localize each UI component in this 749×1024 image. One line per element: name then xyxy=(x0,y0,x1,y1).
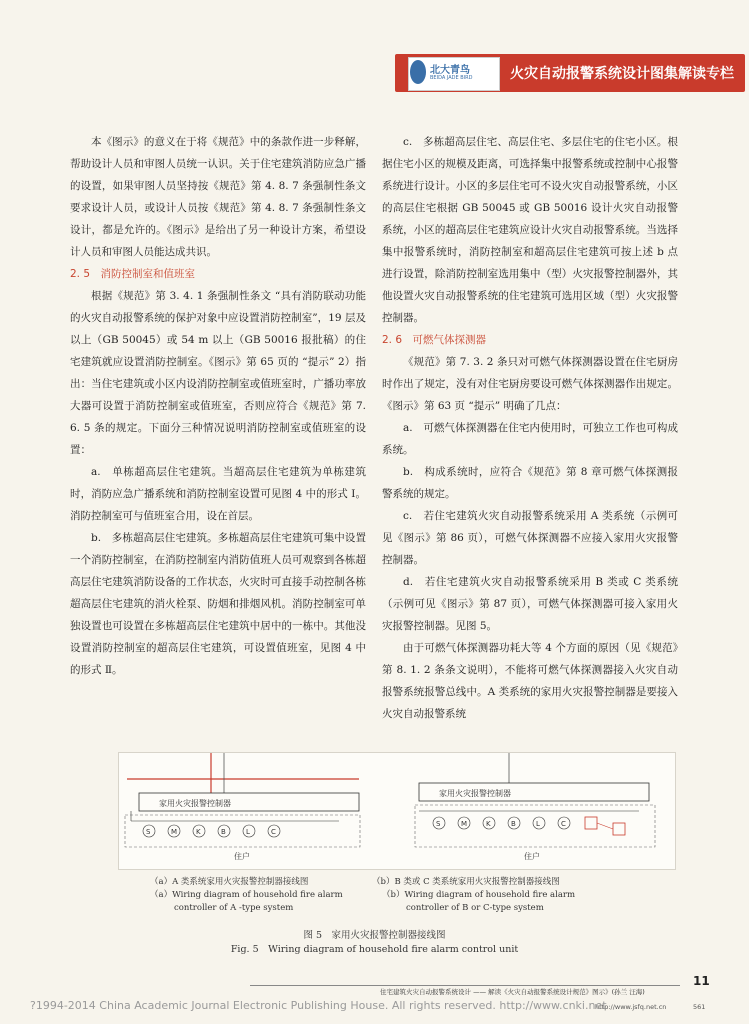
logo-text: 北大青鸟 xyxy=(430,65,470,76)
caption-b: （b）B 类或 C 类系统家用火灾报警控制器接线图 （b）Wiring diagram of household fire alarm controller of B or C-type system xyxy=(372,877,576,913)
household-label: 住户 xyxy=(524,852,540,861)
paragraph: b. 多栋超高层住宅建筑。多栋超高层住宅建筑可集中设置一个消防控制室，在消防控制室内消防值班人员可观察到各栋超高层住宅建筑消防设备的工作状态，火灾时可直接手动控制各栋超高层住宅建筑的消火栓泵、防烟和排烟风机。消防控制室可单独设置也可设置在多栋超高层住宅建筑中居中的一栋中。其他没设置消防控制室的超高层住宅建筑，可设置值班室，见图 4 中的形式 Ⅱ。 xyxy=(70,532,366,676)
svg-text:L: L xyxy=(246,828,250,836)
wiring-diagram xyxy=(119,753,675,869)
diagram-a xyxy=(125,753,360,861)
paragraph: 《规范》第 7. 3. 2 条只对可燃气体探测器设置在住宅厨房时作出了规定，没有对住宅厨房要设可燃气体探测器作出规定。《图示》第 63 页 “提示” 明确了几点： xyxy=(382,356,678,412)
footer-divider xyxy=(250,985,680,986)
svg-text:L: L xyxy=(536,820,540,828)
svg-text:S: S xyxy=(146,828,151,836)
svg-text:B: B xyxy=(221,828,226,836)
svg-text:K: K xyxy=(196,828,201,836)
caption-a: （a）A 类系统家用火灾报警控制器接线图 （a）Wiring diagram of household fire alarm controller of A -type system xyxy=(150,877,343,913)
section-heading: 2. 6 可燃气体探测器 xyxy=(382,334,487,346)
household-label: 住户 xyxy=(234,852,250,861)
logo-icon xyxy=(410,60,426,84)
paragraph: 本《图示》的意义在于将《规范》中的条款作进一步释解， 帮助设计人员和审图人员统一认识。关于住宅建筑消防应急广播的设置，如果审图人员坚持按《规范》第 4. 8. 7 条强制性条文要求设计人员，或设计人员按《规范》第 4. 8. 7 条强制性条文设计，都是允许的。《图示》是给出了另一种设计方案，希望设计人员和审图人员能达成共识。 xyxy=(70,136,366,258)
controller-label: 家用火灾报警控制器 xyxy=(439,789,511,798)
svg-text:C: C xyxy=(271,828,276,836)
copyright-notice: ?1994-2014 China Academic Journal Electronic Publishing House. All rights reserved. http://www.cnki.net xyxy=(30,999,607,1012)
svg-text:B: B xyxy=(511,820,516,828)
gas-detector-icon xyxy=(585,817,597,829)
page-number: 11 xyxy=(693,974,710,988)
valve-icon xyxy=(613,823,625,835)
device-icons xyxy=(433,817,570,829)
logo-subtext: BEIDA JADE BIRD xyxy=(430,75,473,81)
section-heading: 2. 5 消防控制室和值班室 xyxy=(70,268,196,280)
paragraph: c. 若住宅建筑火灾自动报警系统采用 A 类系统（示例可见《图示》第 86 页），可燃气体探测器不应接入家用火灾报警控制器。 xyxy=(382,510,678,566)
controller-label: 家用火灾报警控制器 xyxy=(159,799,231,808)
diagram-b xyxy=(415,753,655,861)
svg-text:S: S xyxy=(436,820,441,828)
figure-5 xyxy=(118,752,676,870)
svg-text:M: M xyxy=(461,820,468,828)
footer-site: http://www.jsfq.net.cn xyxy=(595,1003,667,1011)
svg-text:M: M xyxy=(171,828,178,836)
paragraph: c. 多栋超高层住宅、高层住宅、多层住宅的住宅小区。根据住宅小区的规模及距离，可选择集中报警系统或控制中心报警系统进行设计。小区的多层住宅可不设火灾自动报警系统，小区的高层住宅根据 GB 50045 或 GB 50016 设计火灾自动报警系统，小区的超高层住宅建筑应设计火灾自动报警系统。当选择集中报警系统时，消防控制室和超高层住宅建筑可按上述 b 点进行设置，除消防控制室选用集中（型）火灾报警控制器外，其他设置火灾自动报警系统的住宅建筑可选用区域（型）火灾报警控制器。 xyxy=(382,136,678,324)
figure-title: 图 5 家用火灾报警控制器接线图 Fig. 5 Wiring diagram of household fire alarm control unit xyxy=(230,930,519,955)
paragraph: a. 可燃气体探测器在住宅内使用时，可独立工作也可构成系统。 xyxy=(382,422,678,456)
paragraph: 由于可燃气体探测器功耗大等 4 个方面的原因（见《规范》第 8. 1. 2 条条文说明），不能将可燃气体探测器接入火灾自动报警系统报警总线中。A 类系统的家用火灾报警控制器是要接入火灾自动报警系统 xyxy=(382,642,678,720)
paragraph: d. 若住宅建筑火灾自动报警系统采用 B 类或 C 类系统（示例可见《图示》第 87 页），可燃气体探测器可接入家用火灾报警控制器。见图 5。 xyxy=(382,576,678,632)
footer-running-title: 住宅建筑火灾自动报警系统设计 —— 解读《火灾自动报警系统设计规范》图示》(孙兰 汪海) xyxy=(380,988,645,996)
left-column xyxy=(70,131,366,681)
footer-page-sub: 561 xyxy=(693,1003,706,1011)
svg-text:C: C xyxy=(561,820,566,828)
paragraph: a. 单栋超高层住宅建筑。当超高层住宅建筑为单栋建筑时，消防应急广播系统和消防控制室设置可见图 4 中的形式 Ⅰ。消防控制室可与值班室合用，设在首层。 xyxy=(70,466,366,522)
paragraph: 根据《规范》第 3. 4. 1 条强制性条文 “具有消防联动功能的火灾自动报警系统的保护对象中应设置消防控制室”，19 层及以上（GB 50045）或 54 m 以上（GB 50016 报批稿）的住宅建筑就应设置消防控制室。《图示》第 65 页的 “提示” 2）指出：当住宅建筑或小区内设消防控制室或值班室时，广播功率放大器可设置于消防控制室或值班室，否则应符合《规范》第 7. 6. 5 条的规定。下面分三种情况说明消防控制室或值班室的设置： xyxy=(70,290,366,456)
paragraph: b. 构成系统时，应符合《规范》第 8 章可燃气体探测报警系统的规定。 xyxy=(382,466,678,500)
column-title: 火灾自动报警系统设计图集解读专栏 xyxy=(510,66,734,82)
device-icons xyxy=(143,825,280,837)
right-column xyxy=(382,131,678,725)
svg-text:K: K xyxy=(486,820,491,828)
